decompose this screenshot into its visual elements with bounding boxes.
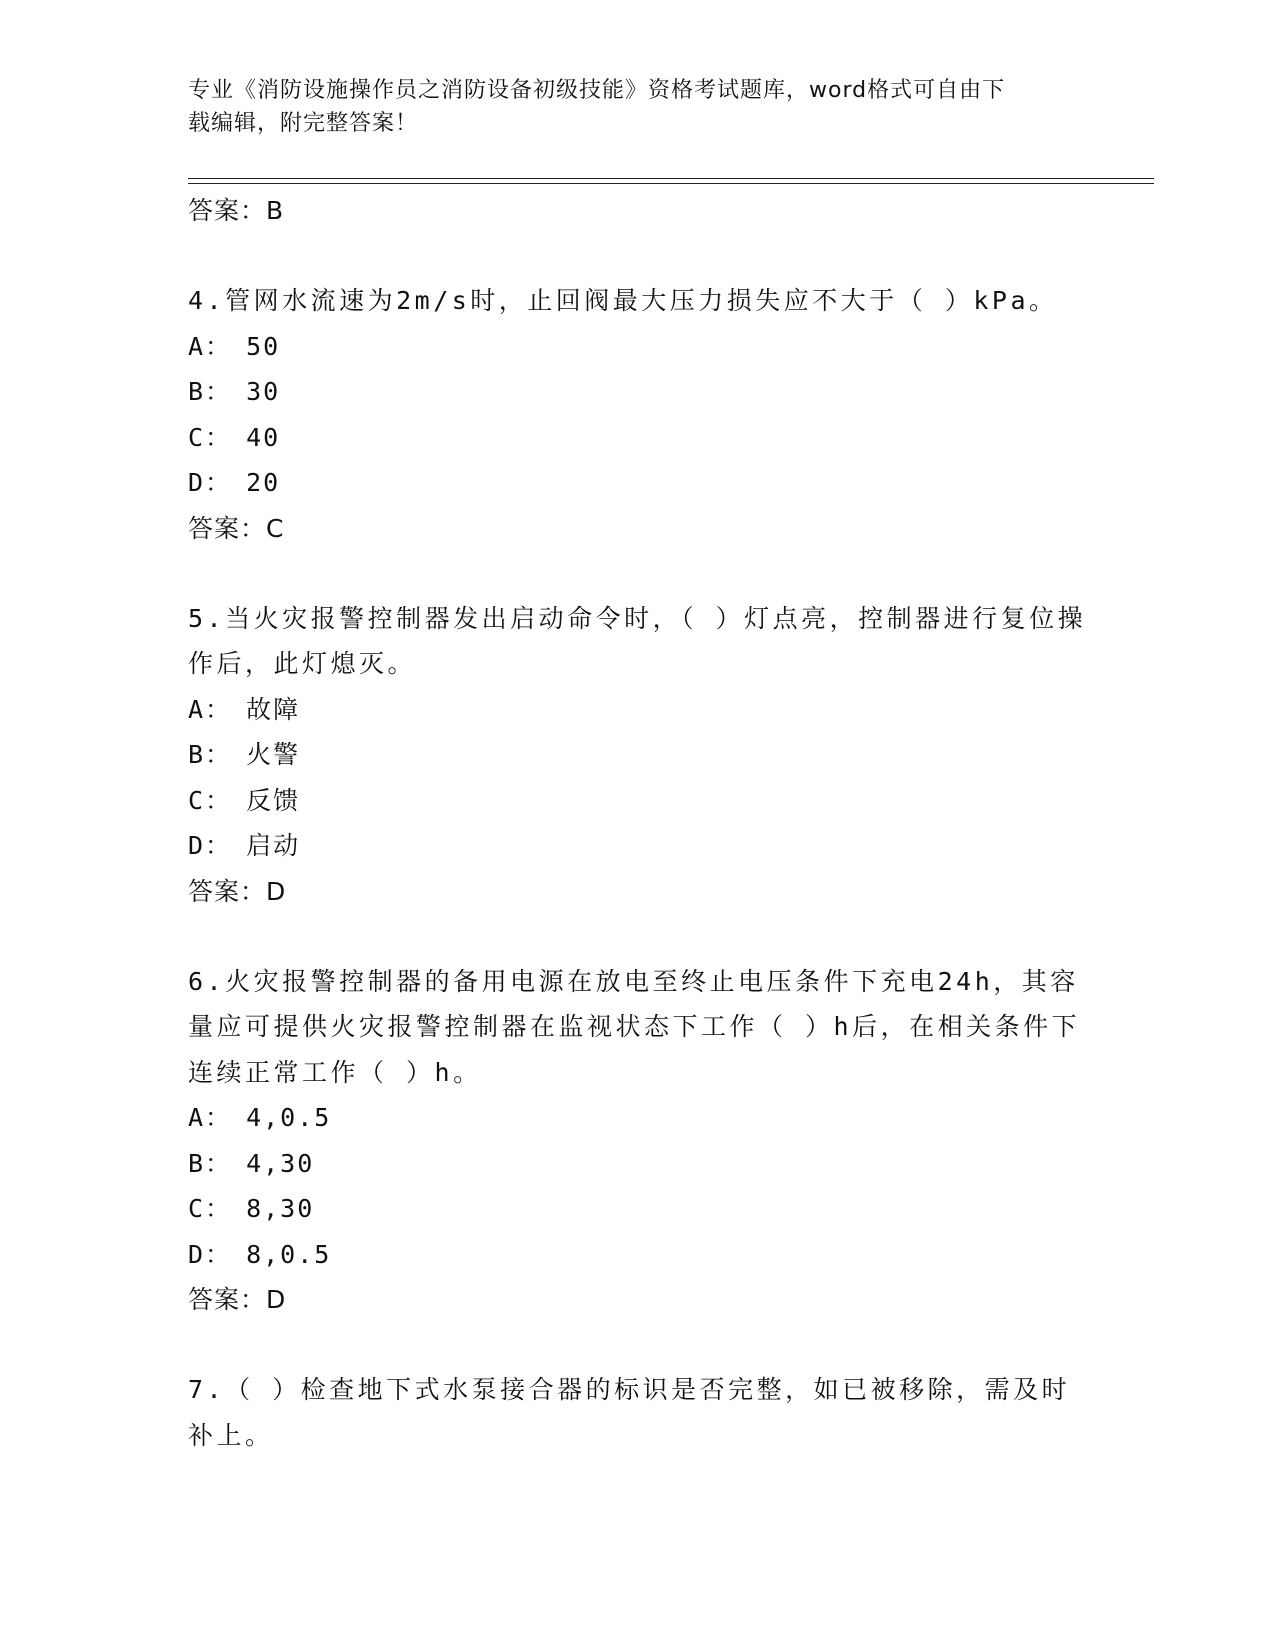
option-text: 40 [246, 422, 281, 452]
option-text: 20 [246, 468, 281, 497]
option-text: 50 [246, 331, 281, 361]
option-label: D： [188, 1239, 233, 1269]
option-text: 8,0.5 [246, 1239, 332, 1269]
question-stem: 7.（ ）检查地下式水泵接合器的标识是否完整，如已被移除，需及时补上。 [188, 1375, 1071, 1450]
option-b [188, 369, 1088, 415]
document-header [188, 74, 1068, 140]
option-label: A： [188, 694, 233, 724]
option-text: 故障 [246, 694, 301, 724]
option-c [188, 415, 1088, 461]
question-4 [188, 278, 1088, 551]
option-text: 4,0.5 [246, 1103, 332, 1132]
option-label: D： [188, 468, 233, 497]
question-answer: 答案：C [188, 513, 285, 543]
previous-answer: 答案：B [188, 196, 285, 225]
question-7 [188, 1367, 1088, 1458]
option-label: D： [188, 831, 233, 860]
option-d [188, 460, 1088, 506]
option-c [188, 778, 1088, 824]
question-6 [188, 959, 1088, 1323]
header-line-1: 专业《消防设施操作员之消防设备初级技能》资格考试题库，word格式可自由下 [188, 78, 1006, 103]
option-a [188, 687, 1088, 733]
option-text: 火警 [246, 740, 301, 769]
option-d [188, 1232, 1088, 1278]
question-answer: 答案：D [188, 876, 287, 906]
option-text: 4,30 [246, 1148, 315, 1178]
option-text: 启动 [246, 831, 301, 860]
question-5 [188, 596, 1088, 914]
option-label: B： [188, 377, 233, 406]
option-label: C： [188, 1194, 233, 1223]
option-b [188, 732, 1088, 778]
option-label: B： [188, 1148, 233, 1178]
option-label: C： [188, 785, 233, 815]
header-divider-top [188, 178, 1154, 179]
option-c [188, 1186, 1088, 1232]
option-label: C： [188, 422, 233, 452]
option-text: 反馈 [246, 785, 301, 815]
option-a [188, 324, 1088, 370]
question-stem: 5.当火灾报警控制器发出启动命令时，（ ）灯点亮，控制器进行复位操作后，此灯熄灭。 [188, 603, 1087, 678]
question-answer: 答案：D [188, 1285, 287, 1314]
question-list [188, 188, 1088, 1458]
question-stem: 4.管网水流速为2m/s时，止回阀最大压力损失应不大于（ ）kPa。 [188, 286, 1058, 315]
option-b [188, 1141, 1088, 1187]
option-d [188, 823, 1088, 869]
header-line-2: 载编辑，附完整答案！ [188, 111, 419, 136]
option-text: 8,30 [246, 1194, 315, 1223]
header-divider-bottom [188, 183, 1154, 184]
option-label: A： [188, 331, 233, 361]
option-text: 30 [246, 377, 281, 406]
option-label: B： [188, 740, 233, 769]
option-label: A： [188, 1103, 233, 1132]
question-stem: 6.火灾报警控制器的备用电源在放电至终止电压条件下充电24h，其容量应可提供火灾报警控制器在监视状态下工作（ ）h后，在相关条件下连续正常工作（ ）h。 [188, 966, 1081, 1087]
option-a [188, 1095, 1088, 1141]
